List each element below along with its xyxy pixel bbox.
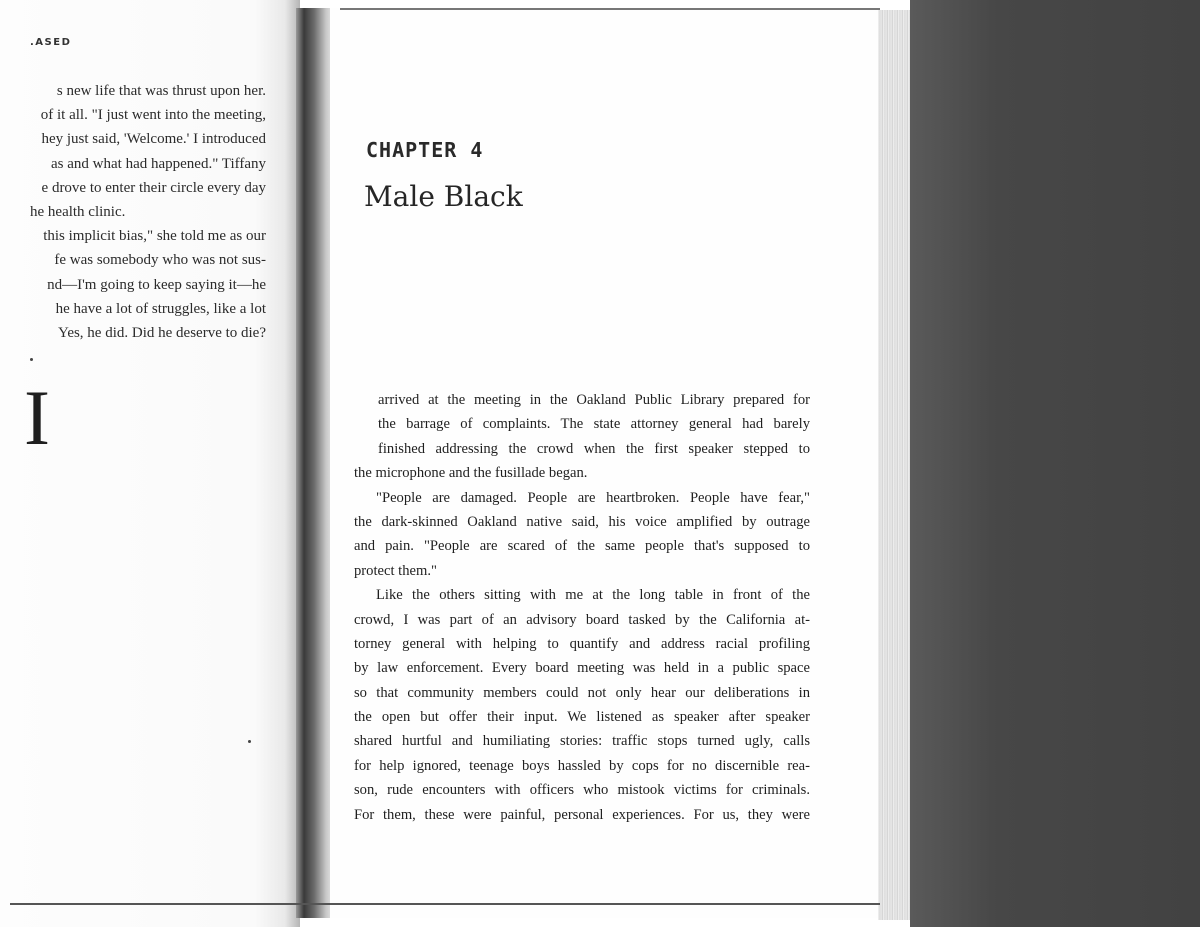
body-line: Like the others sitting with me at the long table in front of the bbox=[376, 587, 810, 604]
body-text bbox=[354, 388, 814, 827]
top-page-edge bbox=[340, 8, 880, 10]
scanner-background bbox=[910, 0, 1200, 927]
left-line: hey just said, 'Welcome.' I introduced bbox=[41, 131, 266, 148]
body-line: the dark-skinned Oakland native said, his voice amplified by outrage bbox=[354, 513, 810, 530]
body-line: For them, these were painful, personal experiences. For us, they were bbox=[354, 806, 810, 823]
body-line: so that community members could not only hear our deliberations in bbox=[354, 684, 810, 701]
body-line: son, rude encounters with officers who mistook victims for criminals. bbox=[354, 782, 810, 799]
left-line: e drove to enter their circle every day bbox=[41, 179, 266, 196]
left-line: he have a lot of struggles, like a lot bbox=[55, 300, 266, 317]
body-line: the microphone and the fusillade began. bbox=[354, 465, 588, 482]
left-line: Yes, he did. Did he deserve to die? bbox=[57, 324, 266, 341]
body-line: shared hurtful and humiliating stories: traffic stops turned ugly, calls bbox=[354, 733, 810, 750]
drop-cap: I bbox=[24, 374, 50, 461]
left-line: of it all. "I just went into the meeting, bbox=[40, 107, 266, 124]
running-head: .ASED bbox=[30, 37, 72, 48]
body-line: and pain. "People are scared of the same people that's supposed to bbox=[354, 538, 810, 555]
body-line: arrived at the meeting in the Oakland Public Library prepared for bbox=[378, 392, 810, 408]
scan-speck bbox=[248, 740, 251, 743]
page-edges bbox=[878, 10, 910, 920]
left-line: as and what had happened." Tiffany bbox=[51, 155, 266, 172]
left-line: nd—I'm going to keep saying it—he bbox=[47, 276, 266, 293]
left-page bbox=[0, 0, 300, 927]
body-line: crowd, I was part of an advisory board tasked by the California at- bbox=[354, 611, 810, 628]
chapter-title: Male Black bbox=[364, 180, 523, 213]
scan-speck bbox=[30, 358, 33, 361]
body-line: "People are damaged. People are heartbroken. People have fear," bbox=[376, 489, 810, 506]
left-page-text bbox=[30, 79, 270, 345]
body-line: finished addressing the crowd when the first speaker stepped to bbox=[378, 440, 810, 457]
body-line: the open but offer their input. We listened as speaker after speaker bbox=[354, 709, 810, 726]
body-line: by law enforcement. Every board meeting was held in a public space bbox=[354, 660, 810, 677]
bottom-page-edge bbox=[10, 903, 880, 905]
body-line: the barrage of complaints. The state attorney general had barely bbox=[378, 416, 810, 433]
left-line: he health clinic. bbox=[30, 203, 126, 220]
body-line: for help ignored, teenage boys hassled by cops for no discernible rea- bbox=[354, 757, 810, 774]
left-line: this implicit bias," she told me as our bbox=[43, 228, 266, 245]
left-line: s new life that was thrust upon her. bbox=[56, 83, 266, 99]
body-line: protect them." bbox=[354, 562, 437, 579]
left-line: fe was somebody who was not sus- bbox=[54, 252, 266, 269]
chapter-label: CHAPTER 4 bbox=[366, 138, 484, 162]
body-line: torney general with helping to quantify and address racial profiling bbox=[354, 635, 810, 652]
